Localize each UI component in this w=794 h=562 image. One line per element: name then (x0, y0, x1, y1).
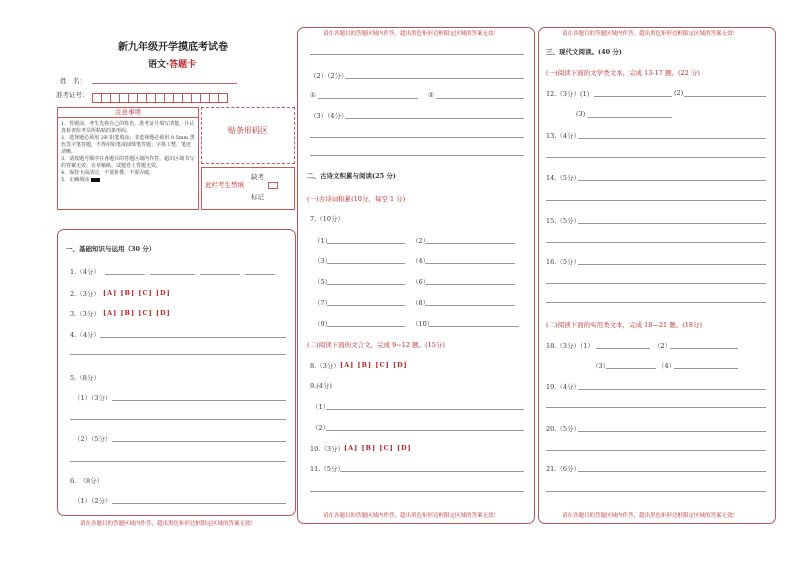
q2-options[interactable]: [A] [B] [C] [D] (103, 289, 171, 297)
q3-label: 3.（3分） (70, 310, 100, 318)
barcode-label: 贴条形码区 (228, 126, 268, 135)
notes-list (58, 118, 198, 184)
section3-sub1: (一)阅读下面的文学类文本，完成 13-17 题。(22 分) (546, 69, 700, 77)
q15-label: 15.（5分） (546, 217, 580, 225)
q19-label: 19.（4分） (546, 383, 580, 391)
q2-2-label: （2）（2分） (310, 72, 348, 80)
q3-options[interactable]: [A] [B] [C] [D] (103, 309, 171, 317)
q12-3-label: (3) (576, 110, 586, 118)
subject-dot: · (166, 60, 170, 70)
q5-2-label: （2）（5分） (74, 435, 112, 443)
q20-label: 20.（5分） (546, 425, 580, 433)
q9-1-label: （1） (312, 403, 330, 411)
note-1: 1．答题前，考生先将自己的姓名，准考证号填写清楚，并认真检查监考员所粘贴的条形码。 (61, 121, 195, 134)
blank-4-line[interactable] (425, 263, 515, 264)
warning-col2-top: 请在各题目的答题区域内作答，超出黑色矩形边框限定区域的答案无效！ (323, 31, 500, 37)
blank-5-label: （5） (314, 278, 332, 286)
warning-col3-top: 请在各题目的答题区域内作答，超出黑色矩形边框限定区域的答案无效！ (562, 31, 739, 37)
q5-1-line-1[interactable] (112, 400, 286, 401)
q9-1-line[interactable] (326, 409, 524, 410)
q2-2-line[interactable] (345, 78, 524, 79)
section1-title: 一、基础知识与运用（30 分） (66, 245, 156, 253)
name-field[interactable] (92, 83, 237, 84)
q1-blank-4[interactable] (245, 274, 275, 275)
q21-line-1[interactable] (578, 471, 766, 472)
exam-id-label: 准考证号： (56, 91, 89, 99)
blank-6-label: （6） (412, 278, 430, 286)
c1-line[interactable] (318, 98, 418, 99)
q1-blank-1[interactable] (105, 274, 145, 275)
q18-3-label: （3） (592, 362, 610, 370)
q16-label: 16.（5分） (546, 258, 580, 266)
name-label: 姓 名： (60, 77, 86, 85)
blank-6-line[interactable] (425, 284, 515, 285)
blank-10-line[interactable] (429, 326, 519, 327)
section2-sub2: (二)阅读下面的文言文，完成 9~12 题。(15分) (307, 341, 445, 349)
c2-line[interactable] (436, 98, 524, 99)
q18-4-line[interactable] (674, 368, 738, 369)
q12-2-line[interactable] (684, 96, 766, 97)
q14-label: 14.（5分） (546, 174, 580, 182)
q15-line-1[interactable] (578, 223, 766, 224)
blank-4-label: （4） (412, 257, 430, 265)
filled-sample-icon (91, 178, 100, 182)
q13-line-2[interactable] (546, 157, 766, 158)
section2-title: 二、古诗文积累与阅读(25 分) (307, 172, 396, 180)
blank-3-label: （3） (314, 257, 332, 265)
q1-blank-3[interactable] (200, 274, 240, 275)
q3-3-line-3[interactable] (310, 155, 524, 156)
q18-label: 18.（3分）（1） (546, 342, 594, 350)
q5-1-line-2[interactable] (70, 419, 286, 420)
q8-label: 8.（3分） (310, 362, 340, 370)
q16-line-3[interactable] (546, 302, 766, 303)
blank-9-line[interactable] (327, 326, 405, 327)
q3-3-line-1[interactable] (345, 118, 524, 119)
notes-title: 注意事项 (58, 108, 198, 118)
notes-box (57, 107, 199, 210)
q12-1-line[interactable] (594, 96, 672, 97)
q18-3-line[interactable] (606, 368, 656, 369)
exam-title: 新九年级开学摸底考试卷 (118, 42, 228, 53)
q20-line-2[interactable] (546, 450, 766, 451)
absent-mark-label: 缺考 (251, 173, 264, 181)
q12-3-line[interactable] (588, 117, 672, 118)
q6-1-line[interactable] (112, 503, 286, 504)
blank-1-line[interactable] (327, 243, 405, 244)
q5-label: 5.（8分） (70, 374, 100, 382)
q13-line-1[interactable] (578, 138, 766, 139)
blank-7-line[interactable] (327, 305, 405, 306)
q13-label: 13.（4分） (546, 132, 580, 140)
q5-1-label: （1）（3分） (74, 394, 112, 402)
q4-line-2[interactable] (70, 354, 286, 355)
q19-line-2[interactable] (546, 407, 766, 408)
blank-5-line[interactable] (327, 284, 405, 285)
q15-line-2[interactable] (546, 242, 766, 243)
section3-sub2: (二)阅读下面的实用类文本，完成 18—21 题。(18分) (546, 321, 703, 329)
note-2: 2．选择题必须用 2B 铅笔填涂；非选择题必须用 0.5mm 黑色签字笔答题，不得用铅笔或圆珠笔答题；字体工整、笔迹清晰。 (61, 135, 195, 155)
blank-2-line[interactable] (425, 243, 515, 244)
warning-col3-bottom: 请在各题目的答题区域内作答，超出黑色矩形边框限定区域的答案无效！ (562, 513, 739, 519)
blank-1-label: （1） (314, 237, 332, 245)
col2-top-line[interactable] (310, 54, 524, 55)
blank-8-line[interactable] (425, 305, 515, 306)
blank-9-label: （9） (314, 320, 332, 328)
q18-2-label: （2） (654, 342, 672, 350)
q2-label: 2.（3分） (70, 290, 100, 298)
q12-label: 12.（3分）(1) (546, 90, 590, 98)
subject-name: 语文 (148, 60, 167, 70)
q5-2-line-2[interactable] (70, 461, 286, 462)
q7-label: 7.（10分） (310, 215, 344, 223)
q16-line-2[interactable] (546, 283, 766, 284)
absent-tag-label: 标记 (251, 193, 264, 201)
q10-label: 10.（3分） (310, 445, 344, 453)
note-3: 3．请按题号顺序在各题目的答题区域内作答，超出区域书写的答案无效；在草稿纸、试题卷上答题无效。 (61, 156, 195, 169)
q21-label: 21.（6分） (546, 465, 580, 473)
q5-2-line-1[interactable] (112, 441, 286, 442)
q19-line-1[interactable] (578, 389, 766, 390)
q6-label: 6. （8分） (70, 477, 104, 485)
exam-id-boxes[interactable] (92, 88, 227, 107)
circle-1: ① (310, 91, 316, 99)
blank-7-label: （7） (314, 299, 332, 307)
q12-2-label: (2) (674, 89, 684, 97)
q9-label: 9.(4分) (310, 382, 332, 390)
warning-col1: 请在各题目的答题区域内作答，超出黑色矩形边框限定区域的答案无效！ (80, 521, 257, 527)
blank-8-label: （8） (412, 299, 430, 307)
q16-line-1[interactable] (578, 264, 766, 265)
subject-line (148, 57, 196, 70)
note-5: 5．正确填涂 (61, 177, 195, 184)
barcode-area (201, 107, 295, 164)
absent-checkbox[interactable] (268, 182, 278, 189)
absent-forbid-label: 此栏考生禁填 (205, 181, 244, 189)
q9-2-label: （2） (312, 424, 330, 432)
blank-3-line[interactable] (327, 263, 405, 264)
q18-4-label: （4） (658, 362, 676, 370)
q3-3-label: （3）（4分） (310, 112, 348, 120)
q18-1-line[interactable] (596, 348, 650, 349)
q11-line-2[interactable] (310, 491, 524, 492)
section3-title: 三、现代文阅读。(40 分) (546, 48, 622, 56)
q4-label: 4.（4分） (70, 331, 100, 339)
warning-col2-bottom: 请在各题目的答题区域内作答，超出黑色矩形边框限定区域的答案无效！ (323, 513, 500, 519)
q11-label: 11.（5分） (310, 465, 344, 473)
q10-options[interactable]: [A] [B] [C] [D] (344, 444, 412, 452)
card-name: 答题卡 (169, 60, 197, 70)
q14-line-1[interactable] (578, 180, 766, 181)
q18-2-line[interactable] (670, 348, 738, 349)
circle-2: ② (428, 91, 434, 99)
blank-2-label: （2） (412, 237, 430, 245)
absent-box (201, 167, 295, 210)
section2-sub1: (一)古诗词积累(10分，每空 1 分) (307, 195, 406, 203)
q4-line-1[interactable] (100, 337, 286, 338)
q14-line-2[interactable] (546, 200, 766, 201)
q1-blank-2[interactable] (150, 274, 195, 275)
q20-line-1[interactable] (578, 431, 766, 432)
q8-options[interactable]: [A] [B] [C] [D] (340, 361, 408, 369)
q6-1-label: （1）（2分） (74, 497, 112, 505)
note-4: 4．保持卡面清洁，不要折叠、不要弄破。 (61, 170, 155, 176)
q21-line-2[interactable] (546, 491, 766, 492)
q11-line-1[interactable] (340, 471, 524, 472)
blank-10-label: （10） (412, 320, 434, 328)
q1-label: 1.（4分） (70, 268, 100, 276)
q9-2-line[interactable] (326, 430, 524, 431)
q3-3-line-2[interactable] (310, 137, 524, 138)
